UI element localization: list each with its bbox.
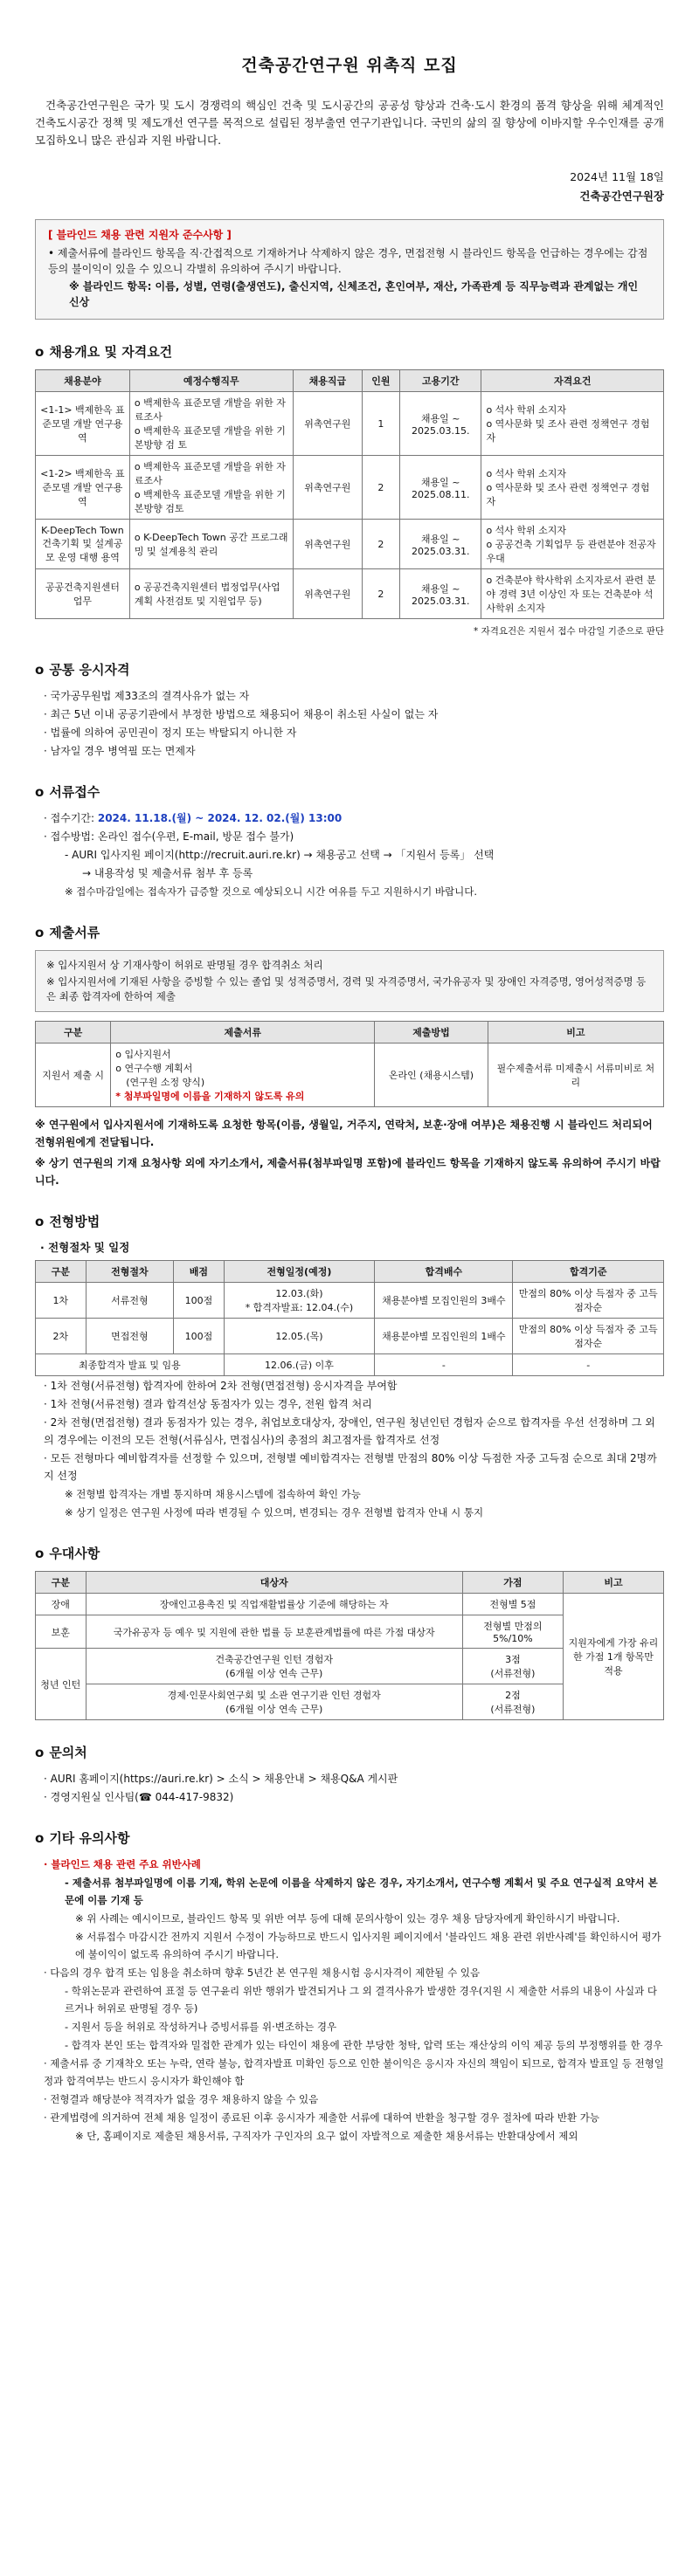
list-item: - 합격자 본인 또는 합격자와 밀접한 관계가 있는 타인이 채용에 관한 부당한 청탁, 압력 또는 재산상의 이익 제공 등의 부정행위를 한 경우	[65, 2039, 663, 2051]
table-cell: 채용일 ~ 2025.03.31.	[399, 569, 481, 619]
section-receipt-heading: o 서류접수	[35, 784, 100, 800]
table-cell: 장애	[36, 1594, 87, 1615]
table-cell: 2	[362, 456, 399, 520]
list-item: - 제출서류 첨부파일명에 이름 기재, 학위 논문에 이름을 삭제하지 않은 경우, 자기소개서, 연구수행 계획서 및 주요 연구실적 요약서 본문에 이름 기재 등	[65, 1877, 658, 1906]
list-item: ※ 단, 홈페이지로 제출된 채용서류, 구직자가 구인자의 요구 없이 자발적으로 제출한 채용서류는 반환대상에서 제외	[75, 2130, 578, 2142]
blind-notice-box	[35, 219, 664, 320]
list-item: ※ 서류접수 마감시간 전까지 지원서 수정이 가능하므로 반드시 입사지원 페이지에서 '블라인드 채용 관련 위반사례'를 확인하시어 평가에 불이익이 없도록 유의하여 주시기 바랍니다.	[75, 1931, 661, 1960]
recruit-table	[35, 369, 664, 619]
header-cell: 채용분야	[36, 370, 130, 392]
bullet-icon: o	[35, 662, 45, 678]
table-cell: 건축공간연구원 인턴 경험자 (6개월 이상 연속 근무)	[86, 1649, 462, 1684]
header-cell: 고용기간	[399, 370, 481, 392]
bullet-icon: o	[35, 1745, 45, 1760]
table-row	[36, 392, 664, 456]
table-cell: 국가유공자 등 예우 및 지원에 관한 법률 등 보훈관계법률에 따른 가점 대상자	[86, 1615, 462, 1649]
section-pref-heading: o 우대사항	[35, 1546, 100, 1561]
selection-warnings	[44, 1485, 664, 1521]
header-cell: 제출방법	[375, 1022, 488, 1043]
list-item: · 남자일 경우 병역필 또는 면제자	[44, 745, 196, 757]
header-cell: 전형절차	[86, 1261, 174, 1283]
table-cell: 경제·인문사회연구회 및 소관 연구기관 인턴 경험자 (6개월 이상 연속 근무)	[86, 1684, 462, 1720]
table-cell: 전형별 만점의 5%/10%	[462, 1615, 563, 1649]
docs-table	[35, 1021, 664, 1107]
list-item: · 다음의 경우 합격 또는 임용을 취소하며 향후 5년간 본 연구원 채용시험 응시자격이 제한될 수 있음	[44, 1966, 481, 1979]
list-item: · 2차 전형(면접전형) 결과 동점자가 있는 경우, 취업보호대상자, 장애인, 연구원 청년인턴 경험자 순으로 합격자를 우선 선정하며 그 외의 경우에는 이전의 모든 전형(서류심사, 면접심사)의 총점의 최고점자를 합격자로 선정	[44, 1416, 655, 1446]
table-cell: 필수제출서류 미제출시 서류미비로 처리	[488, 1043, 663, 1107]
table-cell: 2	[362, 569, 399, 619]
selection-notes	[44, 1377, 664, 1484]
blind-notice-heading: [ 블라인드 채용 관련 지원자 준수사항 ]	[48, 229, 232, 241]
table-cell: 1차	[36, 1283, 87, 1319]
list-item: ※ 전형별 합격자는 개별 통지하며 채용시스템에 접속하여 확인 가능	[65, 1488, 361, 1500]
table-cell: 장애인고용촉진 및 직업재활법률상 기준에 해당하는 자	[86, 1594, 462, 1615]
table-cell: 서류전형	[86, 1283, 174, 1319]
table-row	[36, 1283, 664, 1319]
list-item: · 블라인드 채용 관련 주요 위반사례	[44, 1858, 201, 1870]
table-cell: 만점의 80% 이상 득점자 중 고득점자순	[513, 1283, 664, 1319]
table-cell: 1	[362, 392, 399, 456]
notice-date: 2024년 11월 18일	[570, 170, 664, 183]
table-row	[36, 1354, 664, 1376]
list-item: · 관계법령에 의거하여 전체 채용 일정이 종료된 이후 응시자가 제출한 서류에 대하여 반환을 청구할 경우 절차에 따라 반환 가능	[44, 2111, 600, 2124]
list-item: · 법률에 의하여 공민권이 정지 또는 박탈되지 아니한 자	[44, 727, 297, 739]
table-cell: 12.05.(목)	[224, 1319, 375, 1354]
docs-notice-line: ※ 입사지원서 상 기재사항이 허위로 판명될 경우 합격취소 처리	[46, 959, 323, 971]
table-cell: 위촉연구원	[293, 392, 362, 456]
contact-phone: · 경영지원실 인사팀(☎ 044-417-9832)	[44, 1791, 234, 1803]
header-cell: 자격요건	[481, 370, 664, 392]
header-cell: 배점	[174, 1261, 225, 1283]
pref-table	[35, 1571, 664, 1720]
list-item: - 지원서 등을 허위로 작성하거나 증빙서류를 위·변조하는 경우	[65, 2021, 337, 2033]
docs-emphasis-1: ※ 연구원에서 입사지원서에 기재하도록 요청한 항목(이름, 생월일, 거주지, 연락처, 보훈·장애 여부)은 채용진행 시 블라인드 처리되어 전형위원에게 전달됩니다.	[35, 1119, 653, 1148]
table-cell: 3점 (서류전형)	[462, 1649, 563, 1684]
table-header-row	[36, 1261, 664, 1283]
receipt-list	[44, 809, 664, 900]
table-footnote: * 자격요건은 지원서 접수 마감일 기준으로 판단	[474, 626, 664, 637]
list-item: · 최근 5년 이내 공공기관에서 부정한 방법으로 채용되어 채용이 취소된 사실이 없는 자	[44, 708, 439, 720]
table-cell: 보훈	[36, 1615, 87, 1649]
intro-paragraph: 건축공간연구원은 국가 및 도시 경쟁력의 핵심인 건축 및 도시공간의 공공성 향상과 건축·도시 환경의 품격 향상을 위해 체계적인 건축도시공간 정책 및 제도개선 연구를 목적으로 설립된 정부출연 연구기관입니다. 국민의 삶의 질 향상에 이바지할 우수인재를 공개 모집하오니 많은 관심과 지원 바랍니다.	[35, 99, 664, 147]
table-cell: 채용분야별 모집인원의 1배수	[375, 1319, 513, 1354]
section-etc-heading: o 기타 유의사항	[35, 1830, 130, 1846]
table-cell: 채용일 ~ 2025.03.15.	[399, 392, 481, 456]
header-cell: 구분	[36, 1022, 111, 1043]
header-cell: 구분	[36, 1572, 87, 1594]
table-cell: <1-1> 백제한옥 표준모델 개발 연구용역	[36, 392, 130, 456]
receipt-warning: ※ 접수마감일에는 접속자가 급증할 것으로 예상되오니 시간 여유를 두고 지원하시기 바랍니다.	[65, 885, 477, 898]
bullet-icon: o	[35, 1214, 45, 1229]
table-header-row	[36, 1572, 664, 1594]
etc-list	[44, 1856, 664, 2145]
receipt-period: · 접수기간: 2024. 11.18.(월) ~ 2024. 12. 02.(월) 13:00	[44, 812, 343, 824]
receipt-link-step[interactable]: - AURI 입사지원 페이지(http://recruit.auri.re.kr) → 채용공고 선택 → 「지원서 등록」 선택	[65, 849, 495, 861]
table-cell: o 공공건축지원센터 법정업무(사업계획 사전검토 및 지원업무 등)	[129, 569, 293, 619]
table-cell: 온라인 (채용시스템)	[375, 1043, 488, 1107]
table-row	[36, 1594, 664, 1615]
list-item: - 학위논문과 관련하여 표절 등 연구윤리 위반 행위가 발견되거나 그 외 결격사유가 발생한 경우(지원 시 제출한 서류의 내용이 사실과 다르거나 허위로 판명될 경우 등)	[65, 1985, 657, 2015]
header-cell: 예정수행직무	[129, 370, 293, 392]
table-cell: -	[375, 1354, 513, 1376]
common-qual-list	[44, 687, 664, 760]
section-contact-heading: o 문의처	[35, 1745, 87, 1760]
table-cell: o 백제한옥 표준모델 개발을 위한 자료조사 o 백제한옥 표준모델 개발을 위한 기본방향 검 토	[129, 392, 293, 456]
table-cell: 전형별 5점	[462, 1594, 563, 1615]
table-cell: 지원자에게 가장 유리한 가점 1개 항목만 적용	[563, 1594, 663, 1720]
table-cell: 위촉연구원	[293, 569, 362, 619]
table-cell: 위촉연구원	[293, 520, 362, 569]
header-cell: 합격기준	[513, 1261, 664, 1283]
section-common-heading: o 공통 응시자격	[35, 662, 130, 678]
table-cell: o 석사 학위 소지자 o 역사문화 및 조사 관련 정책연구 경험자	[481, 392, 664, 456]
table-cell: 12.03.(화) * 합격자발표: 12.04.(수)	[224, 1283, 375, 1319]
bullet-icon: o	[35, 784, 45, 800]
list-item: · 1차 전형(서류전형) 합격자에 한하여 2차 전형(면접전형) 응시자격을 부여함	[44, 1380, 398, 1392]
docs-notice-box	[35, 950, 664, 1012]
table-cell: o K-DeepTech Town 공간 프로그래밍 및 설계용칙 관리	[129, 520, 293, 569]
table-cell: o 건축분야 학사학위 소지자로서 관련 분야 경력 3년 이상인 자 또는 건축분야 석사학위 소지자	[481, 569, 664, 619]
selection-subheading: · 전형절차 및 일정	[40, 1241, 130, 1254]
list-item: · 1차 전형(서류전형) 결과 합격선상 동점자가 있는 경우, 전원 합격 처리	[44, 1398, 372, 1410]
table-header-row	[36, 1022, 664, 1043]
list-item: · 전형결과 해당분야 적격자가 없을 경우 채용하지 않을 수 있음	[44, 2093, 319, 2105]
section-docs-heading: o 제출서류	[35, 925, 100, 940]
table-cell: 위촉연구원	[293, 456, 362, 520]
bullet-icon: o	[35, 1546, 45, 1561]
table-cell: 최종합격자 발표 및 임용	[36, 1354, 225, 1376]
selection-table	[35, 1260, 664, 1376]
docs-notice-line: ※ 입사지원서에 기재된 사항을 증빙할 수 있는 졸업 및 성적증명서, 경력 및 자격증명서, 국가유공자 및 장애인 자격증명, 영어성적증명 등은 최종 합격자에 한하여 제출	[46, 975, 647, 1002]
header-cell: 비고	[563, 1572, 663, 1594]
table-row	[36, 1319, 664, 1354]
table-cell: 12.06.(금) 이후	[224, 1354, 375, 1376]
table-row	[36, 1043, 664, 1107]
bullet-icon: o	[35, 925, 45, 940]
contact-list	[44, 1770, 664, 1806]
table-row	[36, 456, 664, 520]
table-cell: 청년 인턴	[36, 1649, 87, 1720]
table-cell: <1-2> 백제한옥 표준모델 개발 연구용역	[36, 456, 130, 520]
section-recruit-heading: o 채용개요 및 자격요건	[35, 344, 173, 360]
table-cell: 채용분야별 모집인원의 3배수	[375, 1283, 513, 1319]
table-cell: o 석사 학위 소지자 o 역사문화 및 조사 관련 정책연구 경험자	[481, 456, 664, 520]
page-title: 건축공간연구원 위촉직 모집	[241, 56, 458, 75]
list-item: · 국가공무원법 제33조의 결격사유가 없는 자	[44, 690, 250, 702]
list-item: · 제출서류 중 기재착오 또는 누락, 연락 불능, 합격자발표 미확인 등으로 인한 불이익은 응시자 자신의 책임이 되므로, 합격자 발표일 등 전형일정과 합격여부는 반드시 응시자가 확인해야 함	[44, 2057, 664, 2087]
table-cell: 채용일 ~ 2025.08.11.	[399, 456, 481, 520]
docs-emphasis-2: ※ 상기 연구원의 기재 요청사항 외에 자기소개서, 제출서류(첨부파일명 포함)에 블라인드 항목을 기재하지 않도록 유의하여 주시기 바랍니다.	[35, 1157, 661, 1187]
header-cell: 비고	[488, 1022, 663, 1043]
header-cell: 전형일정(예정)	[224, 1261, 375, 1283]
table-cell: 지원서 제출 시	[36, 1043, 111, 1107]
table-cell: 2	[362, 520, 399, 569]
table-cell: 2차	[36, 1319, 87, 1354]
table-cell: 100점	[174, 1319, 225, 1354]
table-cell: o 석사 학위 소지자 o 공공건축 기획업무 등 관련분야 전공자 우대	[481, 520, 664, 569]
table-header-row	[36, 370, 664, 392]
header-cell: 채용직급	[293, 370, 362, 392]
receipt-method: · 접수방법: 온라인 접수(우편, E-mail, 방문 접수 불가)	[44, 830, 294, 843]
table-row	[36, 569, 664, 619]
header-cell: 대상자	[86, 1572, 462, 1594]
list-item: · 모든 전형마다 예비합격자를 선정할 수 있으며, 전형별 예비합격자는 전형별 만점의 80% 이상 득점한 자중 고득점 순으로 최대 2명까지 선정	[44, 1452, 657, 1482]
table-cell: 면접전형	[86, 1319, 174, 1354]
header-cell: 인원	[362, 370, 399, 392]
list-item: ※ 상기 일정은 연구원 사정에 따라 변경될 수 있으며, 변경되는 경우 전형별 합격자 안내 시 통지	[65, 1506, 484, 1519]
table-cell: 2점 (서류전형)	[462, 1684, 563, 1720]
header-cell: 가점	[462, 1572, 563, 1594]
header-cell: 제출서류	[111, 1022, 375, 1043]
bullet-icon: o	[35, 344, 45, 360]
table-cell: 채용일 ~ 2025.03.31.	[399, 520, 481, 569]
table-cell: o 입사지원서 o 연구수행 계획서 (연구원 소정 양식) * 첨부파일명에 이름을 기재하지 않도록 유의	[111, 1043, 375, 1107]
header-cell: 구분	[36, 1261, 87, 1283]
table-cell: 공공건축지원센터 업무	[36, 569, 130, 619]
receipt-link-step2: → 내용작성 및 제출서류 첨부 후 등록	[82, 867, 253, 879]
table-cell: K-DeepTech Town 건축기획 및 설계공모 운영 대행 용역	[36, 520, 130, 569]
table-row	[36, 520, 664, 569]
table-cell: o 백제한옥 표준모델 개발을 위한 자료조사 o 백제한옥 표준모델 개발을 위한 기본방향 검토	[129, 456, 293, 520]
blind-notice-text: • 제출서류에 블라인드 항목을 직·간접적으로 기재하거나 삭제하지 않은 경우, 면접전형 시 블라인드 항목을 언급하는 경우에는 감점 등의 불이익이 있을 수 있으니 각별히 유의하여 주시기 바랍니다.	[48, 247, 648, 275]
list-item: ※ 위 사례는 예시이므로, 블라인드 항목 및 위반 여부 등에 대해 문의사항이 있는 경우 채용 담당자에게 확인하시기 바랍니다.	[75, 1912, 620, 1925]
table-cell: 만점의 80% 이상 득점자 중 고득점자순	[513, 1319, 664, 1354]
header-cell: 합격배수	[375, 1261, 513, 1283]
section-selection-heading: o 전형방법	[35, 1214, 100, 1229]
table-cell: 100점	[174, 1283, 225, 1319]
table-cell: -	[513, 1354, 664, 1376]
blind-items-text: ※ 블라인드 항목: 이름, 성별, 연령(출생연도), 출신지역, 신체조건, 혼인여부, 재산, 가족관계 등 직무능력과 관계없는 개인 신상	[69, 280, 639, 308]
bullet-icon: o	[35, 1830, 45, 1846]
issuer-name: 건축공간연구원장	[579, 189, 664, 203]
contact-homepage-link[interactable]: · AURI 홈페이지(https://auri.re.kr) > 소식 > 채용안내 > 채용Q&A 게시판	[44, 1773, 398, 1785]
